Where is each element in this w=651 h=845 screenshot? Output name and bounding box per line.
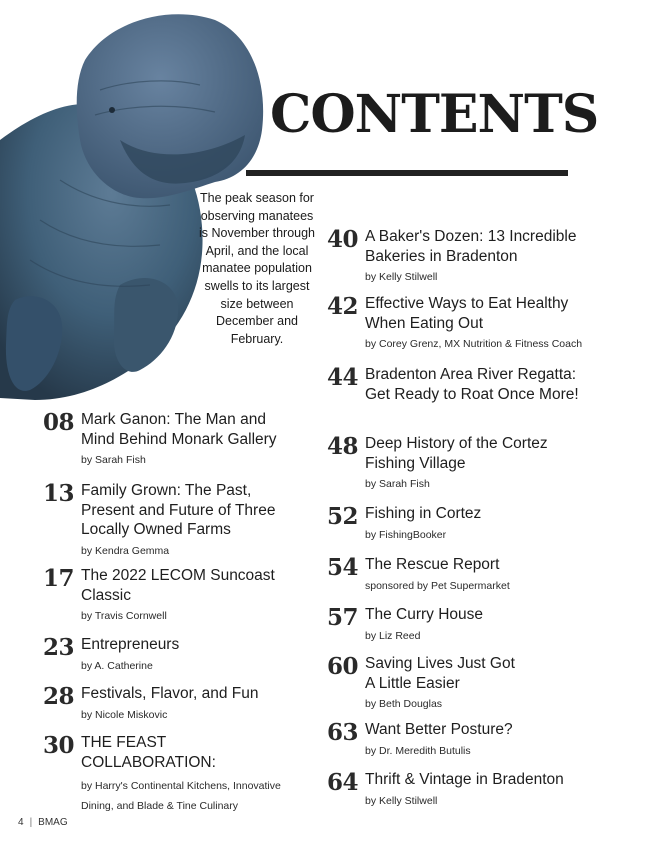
photo-caption: The peak season for observing manatees is November through April, and the local manatee population swells to its largest size between December and February. (198, 191, 316, 346)
page-number: 60 (327, 653, 359, 680)
article-title: Fishing in Cortez (365, 505, 482, 522)
page-number: 13 (43, 480, 75, 507)
toc-entry[interactable] (43, 410, 277, 468)
page-number: 23 (43, 634, 75, 661)
page-number: 42 (327, 293, 359, 320)
article-byline: by Kendra Gemma (81, 544, 170, 557)
article-title: The Rescue Report (365, 556, 500, 573)
article-byline: by Kelly Stilwell (365, 271, 438, 283)
footer-separator: | (29, 817, 33, 828)
toc-entry[interactable] (43, 635, 179, 674)
article-byline: by Beth Douglas (365, 698, 443, 710)
page-footer (18, 817, 68, 828)
article-byline: by Liz Reed (365, 629, 421, 642)
article-byline: by Corey Grenz, MX Nutrition & Fitness Coach (365, 338, 583, 350)
article-title: Mark Ganon: The Man and Mind Behind Monark Gallery (81, 411, 277, 448)
page-number: 40 (327, 226, 359, 253)
article-title: Effective Ways to Eat Healthy When Eating Out (365, 295, 569, 332)
article-title: Bradenton Area River Regatta: Get Ready to Roat Once More! (365, 366, 579, 403)
page-number: 48 (327, 433, 359, 460)
toc-entry[interactable] (327, 720, 513, 759)
page-number: 52 (327, 503, 359, 530)
page-number: 30 (43, 732, 75, 759)
article-title: The Curry House (365, 606, 484, 623)
article-byline: by Kelly Stilwell (365, 794, 438, 807)
toc-entry[interactable] (327, 555, 510, 594)
article-title: The 2022 LECOM Suncoast Classic (81, 567, 275, 604)
article-byline: by FishingBooker (365, 528, 447, 541)
toc-entry[interactable] (43, 684, 258, 723)
article-byline: by Harry's Continental Kitchens, Innovative Dining, and Blade & Tine Culinary (81, 780, 281, 812)
article-title: THE FEAST COLLABORATION: (81, 734, 216, 771)
toc-entry[interactable] (327, 365, 579, 404)
toc-entry[interactable] (327, 654, 515, 712)
article-title: Family Grown: The Past, Present and Future of Three Locally Owned Farms (81, 482, 276, 538)
article-byline: by Sarah Fish (81, 454, 146, 466)
toc-entry[interactable] (327, 227, 576, 285)
toc-entry[interactable] (43, 733, 281, 816)
article-title: Thrift & Vintage in Bradenton (365, 771, 564, 788)
magazine-name: BMAG (38, 817, 68, 828)
folio-number: 4 (18, 817, 24, 828)
article-title: Saving Lives Just Got A Little Easier (365, 655, 515, 692)
article-byline: by Sarah Fish (365, 478, 430, 490)
article-title: Festivals, Flavor, and Fun (81, 685, 259, 702)
toc-entry[interactable] (327, 504, 481, 543)
article-title: A Baker's Dozen: 13 Incredible Bakeries in Bradenton (365, 228, 577, 265)
page-number: 57 (327, 604, 359, 631)
page-number: 64 (327, 769, 359, 796)
page-number: 28 (43, 683, 75, 710)
page-number: 44 (327, 364, 359, 391)
page-number: 08 (43, 409, 75, 436)
page-number: 17 (43, 565, 75, 592)
toc-entry[interactable] (43, 481, 275, 559)
toc-entry[interactable] (327, 605, 483, 644)
toc-entry[interactable] (43, 566, 275, 624)
page-title: CONTENTS (270, 84, 599, 145)
article-byline: by Travis Cornwell (81, 610, 167, 622)
article-title: Want Better Posture? (365, 721, 513, 738)
article-title: Deep History of the Cortez Fishing Village (365, 435, 548, 472)
article-byline: sponsored by Pet Supermarket (365, 579, 510, 592)
title-rule (246, 170, 568, 176)
page-number: 63 (327, 719, 359, 746)
article-byline: by Nicole Miskovic (81, 708, 168, 721)
page-number: 54 (327, 554, 359, 581)
toc-entry[interactable] (327, 294, 582, 352)
article-title: Entrepreneurs (81, 636, 180, 653)
toc-entry[interactable] (327, 434, 548, 492)
article-byline: by Dr. Meredith Butulis (365, 744, 471, 757)
toc-entry[interactable] (327, 770, 564, 809)
article-byline: by A. Catherine (81, 659, 153, 672)
